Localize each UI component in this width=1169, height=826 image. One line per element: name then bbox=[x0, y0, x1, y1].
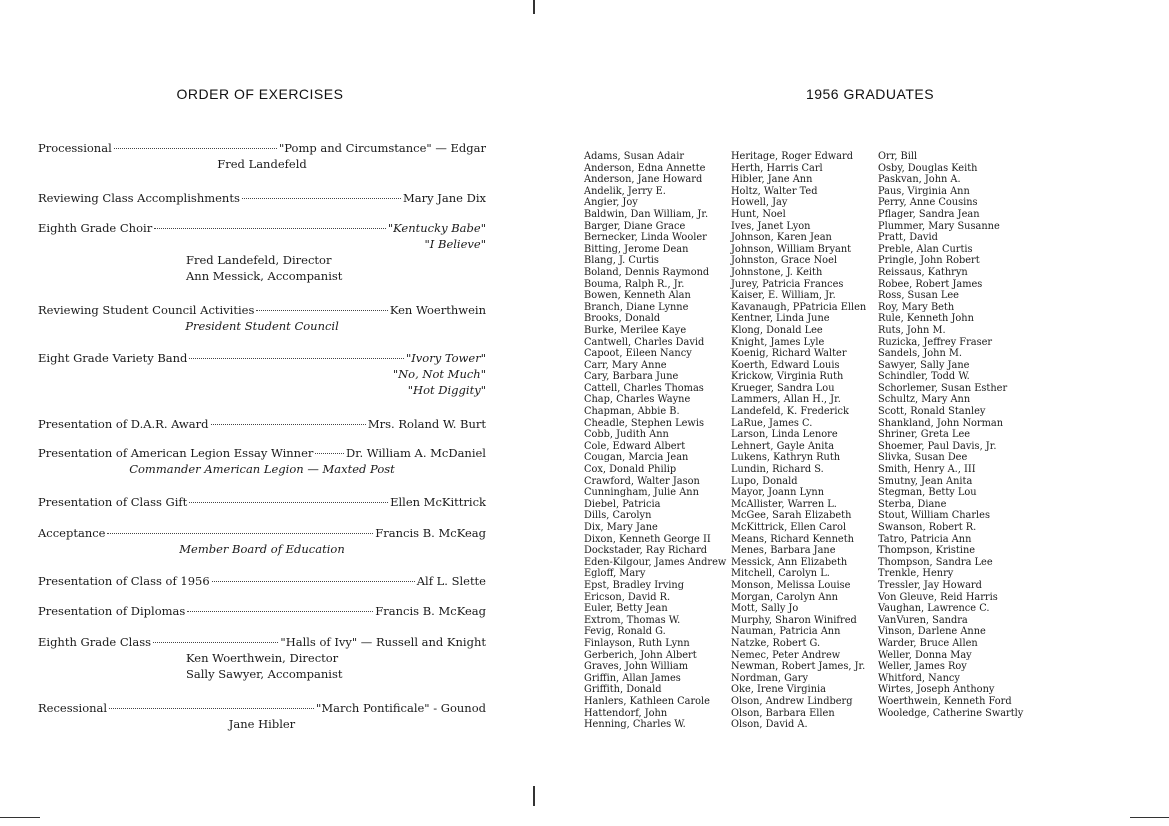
program-value: Alf L. Slette bbox=[416, 574, 486, 588]
graduate-name: Chap, Charles Wayne bbox=[584, 394, 691, 406]
program-subline: Member Board of Education bbox=[179, 542, 345, 556]
graduate-name: Nordman, Gary bbox=[731, 672, 808, 684]
graduate-name: Euler, Betty Jean bbox=[584, 603, 668, 615]
graduate-name: Koenig, Richard Walter bbox=[731, 348, 847, 360]
graduate-name: Whitford, Nancy bbox=[878, 672, 960, 684]
graduate-name: Cougan, Marcia Jean bbox=[584, 452, 689, 464]
graduate-name: Anderson, Jane Howard bbox=[584, 174, 703, 186]
graduate-name: Brooks, Donald bbox=[584, 313, 661, 325]
program-value: Mrs. Roland W. Burt bbox=[367, 417, 486, 431]
graduate-name: Branch, Diane Lynne bbox=[584, 301, 689, 313]
graduates-column-3 bbox=[878, 151, 1038, 719]
program-value: Ellen McKittrick bbox=[390, 495, 486, 509]
graduate-name: Hattendorf, John bbox=[584, 707, 668, 719]
program-label: Eighth Grade Choir bbox=[38, 221, 153, 235]
program-value: Francis B. McKeag bbox=[375, 604, 486, 618]
program-line bbox=[38, 190, 486, 206]
leader-dots bbox=[242, 198, 401, 199]
scan-mark-bottom-right bbox=[1130, 817, 1169, 818]
graduate-name: Herth, Harris Carl bbox=[731, 162, 823, 174]
program-label: Presentation of Class Gift bbox=[38, 495, 188, 509]
program-label: Presentation of D.A.R. Award bbox=[38, 417, 209, 431]
graduates-list bbox=[584, 151, 1064, 751]
graduate-name: Woerthwein, Kenneth Ford bbox=[878, 695, 1012, 707]
graduate-name: Bouma, Ralph R., Jr. bbox=[584, 278, 685, 290]
graduate-name: Extrom, Thomas W. bbox=[584, 614, 681, 626]
program-subline: Commander American Legion — Maxted Post bbox=[129, 462, 395, 476]
program-subline: Fred Landefeld, Director bbox=[186, 253, 332, 267]
graduate-name: Baldwin, Dan William, Jr. bbox=[584, 208, 709, 220]
graduate-name: Blang, J. Curtis bbox=[584, 255, 659, 267]
graduate-name: Lammers, Allan H., Jr. bbox=[731, 394, 841, 406]
graduate-name: McKittrick, Ellen Carol bbox=[731, 522, 847, 533]
graduate-name: Ruts, John M. bbox=[878, 324, 946, 336]
program-value: "Halls of Ivy" — Russell and Knight bbox=[280, 635, 486, 649]
graduate-name: Stegman, Betty Lou bbox=[878, 487, 977, 499]
program-line bbox=[38, 494, 486, 510]
program-value: "March Pontificale" - Gounod bbox=[316, 701, 486, 715]
graduate-name: Gerberich, John Albert bbox=[584, 649, 697, 661]
graduate-name: Anderson, Edna Annette bbox=[584, 162, 706, 174]
program-item bbox=[38, 445, 486, 477]
leader-dots bbox=[153, 642, 278, 643]
program-value: Mary Jane Dix bbox=[403, 191, 486, 205]
graduate-name: Cunningham, Julie Ann bbox=[584, 487, 699, 499]
program-subline: Fred Landefeld bbox=[217, 157, 307, 171]
graduate-name: Finlayson, Ruth Lynn bbox=[584, 637, 690, 649]
program-line bbox=[38, 220, 486, 236]
graduate-name: Shankland, John Norman bbox=[878, 417, 1004, 429]
graduate-name: Monson, Melissa Louise bbox=[731, 579, 851, 591]
graduate-name: Mayor, Joann Lynn bbox=[731, 487, 825, 499]
graduate-name: Shriner, Greta Lee bbox=[878, 429, 971, 441]
program-item bbox=[38, 700, 486, 732]
graduate-name: Thompson, Kristine bbox=[878, 545, 976, 557]
graduate-name: Sandels, John M. bbox=[878, 348, 963, 360]
graduate-name: Landefeld, K. Frederick bbox=[731, 406, 849, 418]
leader-dots bbox=[189, 358, 404, 359]
graduate-name: Smith, Henry A., III bbox=[878, 464, 976, 476]
graduate-name: Cattell, Charles Thomas bbox=[584, 382, 704, 394]
graduate-name: Crawford, Walter Jason bbox=[584, 475, 700, 487]
program-value: Francis B. McKeag bbox=[375, 526, 486, 540]
graduate-name: Kavanaugh, PPatricia Ellen bbox=[731, 301, 867, 313]
graduate-name: Warder, Bruce Allen bbox=[878, 637, 978, 649]
graduate-name: Swanson, Robert R. bbox=[878, 522, 977, 533]
graduate-name: Eden-Kilgour, James Andrew bbox=[584, 556, 727, 568]
leader-dots bbox=[212, 581, 415, 582]
graduates-column-2 bbox=[731, 151, 877, 731]
graduate-name: Reissaus, Kathryn bbox=[878, 266, 968, 278]
graduate-name: Ross, Susan Lee bbox=[878, 290, 959, 302]
graduate-name: Nemec, Peter Andrew bbox=[731, 649, 841, 661]
graduate-name: Koerth, Edward Louis bbox=[731, 359, 840, 371]
graduate-name: Means, Richard Kenneth bbox=[731, 533, 854, 545]
graduate-name: Bernecker, Linda Wooler bbox=[584, 232, 707, 244]
graduate-name: Messick, Ann Elizabeth bbox=[731, 556, 848, 568]
graduate-name: Olson, David A. bbox=[731, 719, 808, 731]
graduate-name: Trenkle, Henry bbox=[878, 568, 954, 580]
program-line bbox=[38, 603, 486, 619]
graduate-name: Pringle, John Robert bbox=[878, 255, 980, 267]
graduate-name: Newman, Robert James, Jr. bbox=[731, 661, 866, 673]
graduate-name: Johnston, Grace Noel bbox=[731, 255, 837, 267]
graduate-name: Fevig, Ronald G. bbox=[584, 626, 666, 638]
leader-dots bbox=[114, 148, 277, 149]
program-subline: "Hot Diggity" bbox=[407, 383, 486, 397]
graduate-name: Knight, James Lyle bbox=[731, 336, 825, 348]
graduate-name: Olson, Barbara Ellen bbox=[731, 707, 835, 719]
program-line bbox=[38, 302, 486, 318]
graduate-name: Dills, Carolyn bbox=[584, 510, 652, 522]
graduate-name: Sawyer, Sally Jane bbox=[878, 359, 970, 371]
graduate-name: Stout, William Charles bbox=[878, 510, 990, 522]
leader-dots bbox=[315, 453, 344, 454]
graduate-name: Tressler, Jay Howard bbox=[878, 579, 982, 591]
graduate-name: Henning, Charles W. bbox=[584, 719, 686, 731]
graduate-name: Cobb, Judith Ann bbox=[584, 429, 669, 441]
order-of-exercises-title: ORDER OF EXERCISES bbox=[176, 86, 344, 102]
graduate-name: Klong, Donald Lee bbox=[731, 324, 823, 336]
program-label: Reviewing Class Accomplishments bbox=[38, 191, 240, 205]
program-label: Presentation of American Legion Essay Winner bbox=[38, 446, 314, 460]
graduate-name: Capoot, Eileen Nancy bbox=[584, 348, 692, 360]
program-label: Presentation of Diplomas bbox=[38, 604, 186, 618]
graduate-name: Howell, Jay bbox=[731, 197, 788, 209]
program-subline: Jane Hibler bbox=[228, 717, 296, 731]
graduate-name: Cox, Donald Philip bbox=[584, 464, 677, 476]
graduate-name: Griffin, Allan James bbox=[584, 672, 681, 684]
graduate-name: Cole, Edward Albert bbox=[584, 440, 686, 452]
leader-dots bbox=[189, 502, 388, 503]
graduate-name: LaRue, James C. bbox=[731, 417, 813, 429]
graduate-name: Smutny, Jean Anita bbox=[878, 475, 973, 487]
graduate-name: Roy, Mary Beth bbox=[878, 301, 955, 313]
graduate-name: Paus, Virginia Ann bbox=[878, 185, 970, 197]
graduate-name: Egloff, Mary bbox=[584, 568, 646, 580]
leader-dots bbox=[211, 424, 366, 425]
program-label: Presentation of Class of 1956 bbox=[38, 574, 210, 588]
scan-mark-top bbox=[533, 0, 535, 14]
graduate-name: Paskvan, John A. bbox=[878, 174, 961, 186]
graduate-name: McGee, Sarah Elizabeth bbox=[731, 510, 852, 522]
program-item bbox=[38, 350, 486, 398]
graduate-name: Wooledge, Catherine Swartly bbox=[878, 707, 1024, 719]
graduate-name: Cary, Barbara June bbox=[584, 371, 679, 383]
graduate-name: Morgan, Carolyn Ann bbox=[731, 591, 838, 603]
graduate-name: Graves, John William bbox=[584, 661, 689, 673]
graduate-name: Nauman, Patricia Ann bbox=[731, 626, 841, 638]
program-value: "Pomp and Circumstance" — Edgar bbox=[278, 141, 486, 155]
graduate-name: Menes, Barbara Jane bbox=[731, 545, 836, 557]
graduate-name: Johnson, Karen Jean bbox=[731, 232, 832, 244]
graduate-name: Kentner, Linda June bbox=[731, 313, 830, 325]
graduate-name: Natzke, Robert G. bbox=[731, 637, 821, 649]
graduate-name: Schorlemer, Susan Esther bbox=[878, 382, 1008, 394]
program-item bbox=[38, 573, 486, 589]
graduate-name: Burke, Merilee Kaye bbox=[584, 324, 687, 336]
graduate-name: Larson, Linda Lenore bbox=[731, 429, 838, 441]
program-value: "Ivory Tower" bbox=[405, 351, 486, 365]
graduate-name: Rule, Kenneth John bbox=[878, 313, 974, 325]
graduate-name: Slivka, Susan Dee bbox=[878, 452, 968, 464]
program-subline: President Student Council bbox=[185, 319, 339, 333]
graduate-name: Lupo, Donald bbox=[731, 475, 798, 487]
graduate-name: Hanlers, Kathleen Carole bbox=[584, 695, 710, 707]
graduate-name: Sterba, Diane bbox=[878, 498, 947, 510]
graduate-name: Epst, Bradley Irving bbox=[584, 579, 684, 591]
graduate-name: Johnson, William Bryant bbox=[731, 243, 852, 255]
graduate-name: Johnstone, J. Keith bbox=[731, 266, 823, 278]
program-item bbox=[38, 190, 486, 206]
graduates-title: 1956 GRADUATES bbox=[805, 86, 935, 102]
program-label: Processional bbox=[38, 141, 112, 155]
graduate-name: Schindler, Todd W. bbox=[878, 371, 970, 383]
leader-dots bbox=[256, 310, 387, 311]
graduate-name: Tatro, Patricia Ann bbox=[878, 533, 972, 545]
program-label: Reviewing Student Council Activities bbox=[38, 303, 255, 317]
graduate-name: Ericson, David R. bbox=[584, 591, 671, 603]
program-value: Dr. William A. McDaniel bbox=[346, 446, 486, 460]
program-item bbox=[38, 416, 486, 432]
graduate-name: Murphy, Sharon Winifred bbox=[731, 614, 857, 626]
program-item bbox=[38, 140, 486, 172]
program-value: "Kentucky Babe" bbox=[387, 221, 486, 235]
program-label: Eighth Grade Class bbox=[38, 635, 152, 649]
graduate-name: Olson, Andrew Lindberg bbox=[731, 695, 853, 707]
graduate-name: Dix, Mary Jane bbox=[584, 522, 658, 533]
graduate-name: Holtz, Walter Ted bbox=[731, 185, 818, 197]
program-value: Ken Woerthwein bbox=[389, 303, 486, 317]
graduate-name: Wirtes, Joseph Anthony bbox=[878, 684, 995, 696]
program-item bbox=[38, 220, 486, 284]
graduate-name: Ruzicka, Jeffrey Fraser bbox=[878, 336, 993, 348]
graduate-name: Carr, Mary Anne bbox=[584, 359, 667, 371]
program-item bbox=[38, 634, 486, 682]
leader-dots bbox=[109, 708, 314, 709]
program-item bbox=[38, 494, 486, 510]
graduate-name: Krickow, Virginia Ruth bbox=[731, 371, 844, 383]
graduate-name: Angier, Joy bbox=[584, 197, 638, 209]
graduate-name: Plummer, Mary Susanne bbox=[878, 220, 1000, 232]
graduate-name: Schultz, Mary Ann bbox=[878, 394, 971, 406]
graduate-name: Hibler, Jane Ann bbox=[731, 174, 813, 186]
graduate-name: Adams, Susan Adair bbox=[584, 151, 685, 162]
graduate-name: McAllister, Warren L. bbox=[731, 498, 837, 510]
graduate-name: Pflager, Sandra Jean bbox=[878, 208, 980, 220]
graduate-name: Lukens, Kathryn Ruth bbox=[731, 452, 841, 464]
graduate-name: Oke, Irene Virginia bbox=[731, 684, 826, 696]
graduates-column-1 bbox=[584, 151, 730, 731]
program-line bbox=[38, 350, 486, 366]
graduate-name: Andelik, Jerry E. bbox=[584, 185, 666, 197]
program-line bbox=[38, 525, 486, 541]
leader-dots bbox=[107, 533, 373, 534]
graduate-name: Von Gleuve, Reid Harris bbox=[878, 591, 998, 603]
graduate-name: Kaiser, E. William, Jr. bbox=[731, 290, 836, 302]
graduate-name: Osby, Douglas Keith bbox=[878, 162, 978, 174]
program-item bbox=[38, 525, 486, 557]
graduate-name: Bowen, Kenneth Alan bbox=[584, 290, 691, 302]
graduate-name: Diebel, Patricia bbox=[584, 498, 661, 510]
program-subline: Ann Messick, Accompanist bbox=[186, 269, 343, 283]
graduate-name: Dixon, Kenneth George II bbox=[584, 533, 711, 545]
scan-mark-bottom-left bbox=[0, 817, 40, 818]
graduate-name: Scott, Ronald Stanley bbox=[878, 406, 986, 418]
graduate-name: Heritage, Roger Edward bbox=[731, 151, 853, 162]
graduate-name: Thompson, Sandra Lee bbox=[878, 556, 993, 568]
graduate-name: Lundin, Richard S. bbox=[731, 464, 824, 476]
leader-dots bbox=[187, 611, 373, 612]
program-label: Eight Grade Variety Band bbox=[38, 351, 188, 365]
graduate-name: Hunt, Noel bbox=[731, 208, 786, 220]
graduate-name: Lehnert, Gayle Anita bbox=[731, 440, 835, 452]
graduate-name: Cheadle, Stephen Lewis bbox=[584, 417, 704, 429]
program-line bbox=[38, 140, 486, 156]
graduate-name: Preble, Alan Curtis bbox=[878, 243, 973, 255]
graduate-name: Jurey, Patricia Frances bbox=[731, 278, 844, 290]
graduate-name: Mott, Sally Jo bbox=[731, 603, 799, 615]
graduate-name: Weller, Donna May bbox=[878, 649, 972, 661]
program-line bbox=[38, 634, 486, 650]
program-subline: Ken Woerthwein, Director bbox=[186, 651, 339, 665]
program-subline: Sally Sawyer, Accompanist bbox=[186, 667, 343, 681]
program-label: Acceptance bbox=[38, 526, 106, 540]
left-page bbox=[0, 0, 520, 826]
graduate-name: Griffith, Donald bbox=[584, 684, 662, 696]
graduate-name: Vaughan, Lawrence C. bbox=[878, 603, 990, 615]
program-item bbox=[38, 603, 486, 619]
leader-dots bbox=[154, 228, 386, 229]
graduate-name: Orr, Bill bbox=[878, 151, 918, 162]
graduate-name: Dockstader, Ray Richard bbox=[584, 545, 708, 557]
program-subline: "No, Not Much" bbox=[392, 367, 486, 381]
program-item bbox=[38, 302, 486, 334]
program-subline: "I Believe" bbox=[424, 237, 486, 251]
graduate-name: Ives, Janet Lyon bbox=[731, 220, 811, 232]
scan-mark-bottom bbox=[533, 786, 535, 806]
graduate-name: Vinson, Darlene Anne bbox=[878, 626, 986, 638]
graduate-name: Chapman, Abbie B. bbox=[584, 406, 680, 418]
graduate-name: VanVuren, Sandra bbox=[878, 614, 968, 626]
graduate-name: Shoemer, Paul Davis, Jr. bbox=[878, 440, 997, 452]
graduate-name: Cantwell, Charles David bbox=[584, 336, 705, 348]
program-line bbox=[38, 416, 486, 432]
graduate-name: Krueger, Sandra Lou bbox=[731, 382, 835, 394]
program-line bbox=[38, 700, 486, 716]
graduate-name: Barger, Diane Grace bbox=[584, 220, 686, 232]
program-line bbox=[38, 445, 486, 461]
program-line bbox=[38, 573, 486, 589]
graduate-name: Weller, James Roy bbox=[878, 661, 967, 673]
graduate-name: Bitting, Jerome Dean bbox=[584, 243, 689, 255]
program-label: Recessional bbox=[38, 701, 108, 715]
graduate-name: Boland, Dennis Raymond bbox=[584, 266, 710, 278]
graduate-name: Perry, Anne Cousins bbox=[878, 197, 978, 209]
graduate-name: Robee, Robert James bbox=[878, 278, 983, 290]
graduate-name: Pratt, David bbox=[878, 232, 938, 244]
graduate-name: Mitchell, Carolyn L. bbox=[731, 568, 830, 580]
